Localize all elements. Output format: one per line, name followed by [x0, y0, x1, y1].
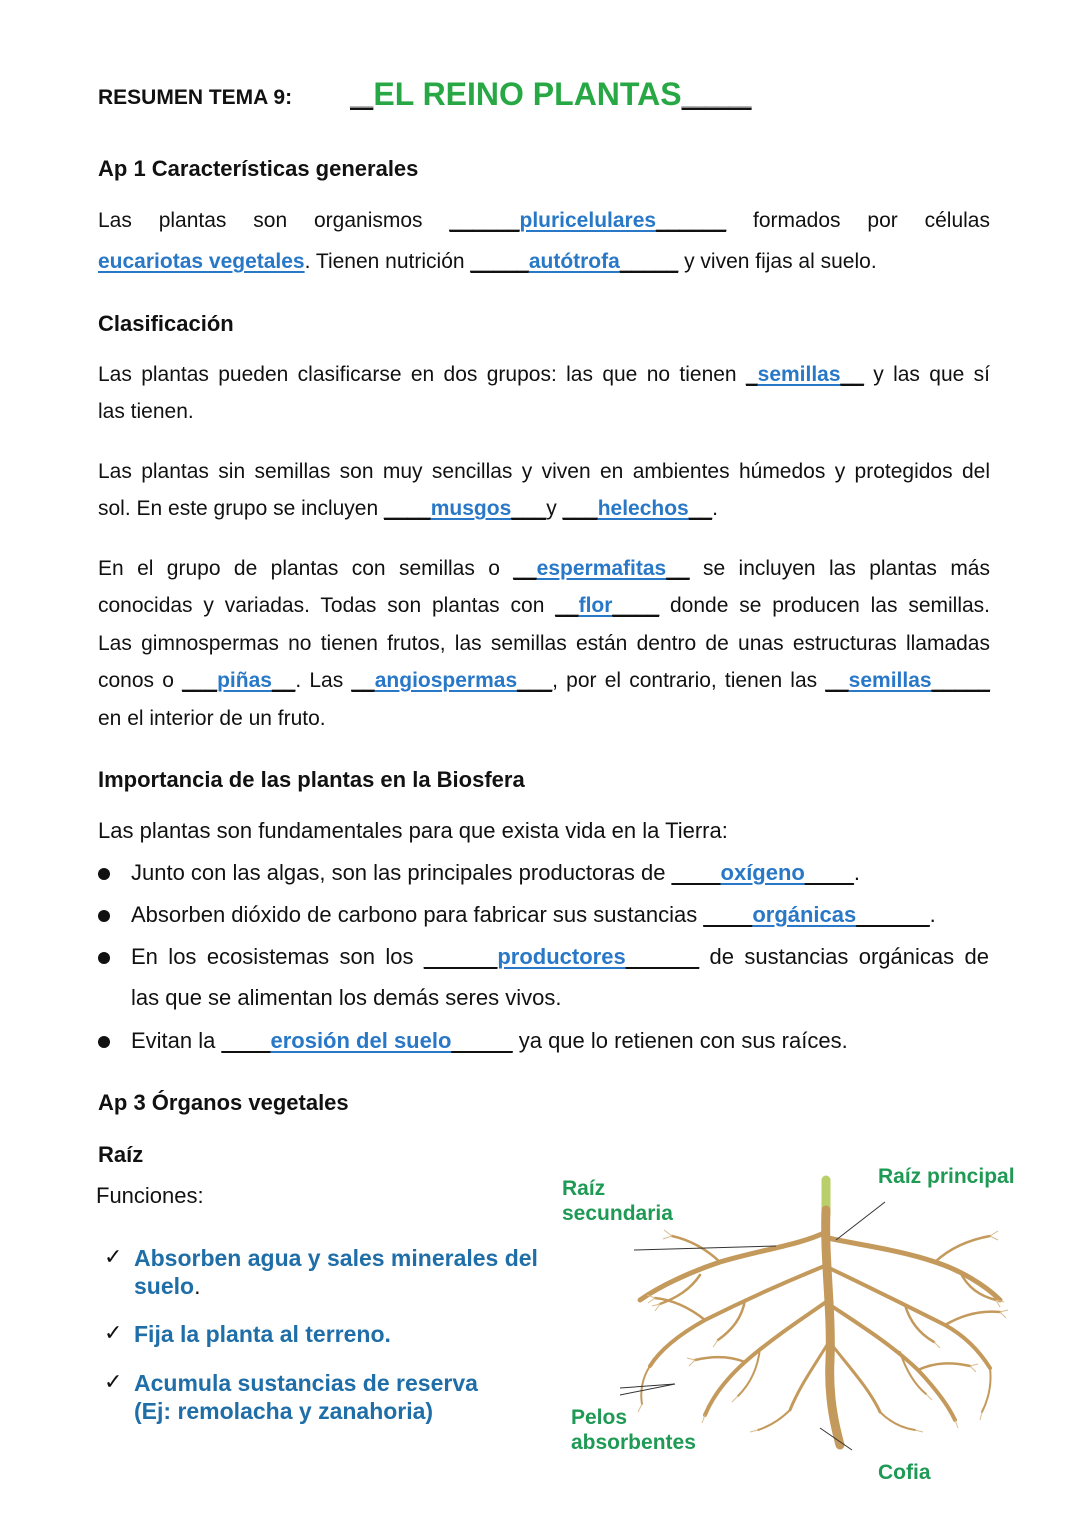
label-line: secundaria: [562, 1202, 673, 1225]
label-pelos-absorbentes: [571, 1405, 696, 1455]
clas-p3-line1: [98, 557, 990, 581]
clas-p3-line5: en el interior de un fruto.: [98, 707, 326, 730]
funcion-1-line1: Absorben agua y sales minerales del: [134, 1245, 538, 1271]
answer-eucariotas: eucariotas vegetales: [98, 250, 305, 273]
answer-oxigeno: oxígeno: [720, 860, 805, 885]
answer-espermafitas: espermafitas: [536, 557, 667, 580]
blank: ____: [612, 594, 660, 617]
clas-p1-line2: las tienen.: [98, 400, 194, 423]
blank: __: [350, 87, 374, 110]
blank: ____: [703, 902, 753, 927]
label-line: absorbentes: [571, 1431, 696, 1454]
answer-field: [182, 669, 343, 692]
text: y: [546, 497, 557, 520]
title-topic: [350, 76, 752, 113]
page-title: [98, 76, 998, 120]
blank: ___: [517, 669, 553, 692]
text: y viven fijas al suelo.: [684, 250, 877, 273]
text: Evitan la: [131, 1028, 216, 1053]
clas-p3-line3: Las gimnospermas no tienen frutos, las semillas están dentro de unas estructuras llamadas: [98, 632, 990, 655]
answer-organicas: orgánicas: [752, 902, 857, 927]
ap1-line2: [98, 250, 877, 274]
blank: __: [555, 594, 579, 617]
bullet-dot: [98, 1036, 110, 1048]
text: .: [712, 497, 718, 520]
topic-text: EL REINO PLANTAS: [373, 76, 682, 112]
answer-field: [555, 594, 659, 617]
answer-field: [424, 944, 699, 969]
text: .: [929, 902, 936, 927]
text: conocidas y variadas. Todas son plantas con: [98, 594, 545, 617]
text: Las plantas pueden clasificarse en dos grupos: las que no tienen: [98, 363, 737, 386]
text: . Las: [295, 669, 344, 692]
answer-field: [351, 669, 817, 692]
funcion-3-line1: Acumula sustancias de reserva: [134, 1370, 478, 1396]
text: conos o: [98, 669, 174, 692]
blank: _: [745, 363, 758, 386]
answer-flor: flor: [578, 594, 613, 617]
blank: ____: [384, 497, 431, 520]
importancia-intro: Las plantas son fundamentales para que exista vida en la Tierra:: [98, 818, 728, 843]
blank: __: [271, 669, 296, 692]
title-lead: RESUMEN TEMA 9:: [98, 86, 293, 109]
clas-p3-line4: [98, 669, 990, 693]
blank: ___: [182, 669, 218, 692]
funcion-3-line2: (Ej: remolacha y zanahoria): [134, 1398, 434, 1424]
blank: ______: [625, 944, 700, 969]
text: se incluyen las plantas más: [702, 557, 990, 580]
answer-field: [746, 363, 864, 386]
blank: __: [688, 497, 713, 520]
label-raiz-principal: Raíz principal: [878, 1165, 1015, 1188]
text: , por el contrario, tienen las: [552, 669, 818, 692]
clas-p2-line1: Las plantas sin semillas son muy sencillas y viven en ambientes húmedos y protegidos del: [98, 460, 990, 483]
answer-field: [449, 209, 726, 232]
text: y las que sí: [873, 363, 990, 386]
answer-autotrofa: autótrofa: [528, 250, 620, 273]
text: En el grupo de plantas con semillas o: [98, 557, 500, 580]
ap1-line1: [98, 209, 990, 233]
text: sol. En este grupo se incluyen: [98, 497, 379, 520]
check-icon: ✓: [104, 1320, 123, 1345]
leader-raiz-principal: [836, 1202, 885, 1240]
text: En los ecosistemas son los: [131, 944, 414, 969]
funcion-1: [134, 1244, 538, 1300]
clas-p2-line2: [98, 497, 718, 521]
text: ya que lo retienen con sus raíces.: [518, 1028, 848, 1053]
text: Absorben dióxido de carbono para fabricar sus sustancias: [131, 902, 698, 927]
funciones-label: Funciones:: [96, 1183, 204, 1208]
funcion-3: [134, 1369, 478, 1425]
clas-p3-line2: [98, 594, 990, 618]
ap3-heading: Ap 3 Órganos vegetales: [98, 1090, 349, 1115]
ap1-heading: Ap 1 Características generales: [98, 156, 419, 181]
bullet-dot: [98, 910, 110, 922]
check-icon: ✓: [104, 1369, 123, 1394]
text: de sustancias orgánicas de: [709, 944, 989, 969]
text: .: [853, 860, 860, 885]
label-raiz-secundaria: [562, 1176, 673, 1226]
answer-pinas: piñas: [217, 669, 272, 692]
importancia-bullet-2: [131, 902, 936, 928]
importancia-bullet-4: [131, 1028, 848, 1054]
blank: ______: [856, 902, 930, 927]
answer-pluricelulares: pluricelulares: [519, 209, 657, 232]
importancia-bullet-3: [131, 944, 989, 970]
blank: ___: [562, 497, 598, 520]
text: donde se producen las semillas.: [669, 594, 990, 617]
raiz-heading: Raíz: [98, 1142, 144, 1167]
leader-pelos: [620, 1384, 675, 1395]
blank: __: [666, 557, 690, 580]
clas-p1-line1: [98, 363, 990, 387]
blank: __: [351, 669, 375, 692]
text: . Tienen nutrición: [304, 250, 465, 273]
blank: ___: [511, 497, 547, 520]
blank: _____: [451, 1028, 513, 1053]
blank: ______: [656, 209, 727, 232]
answer-semillas-2: semillas: [848, 669, 932, 692]
importancia-heading: Importancia de las plantas en la Biosfera: [98, 767, 525, 792]
text: suelo: [134, 1273, 195, 1299]
text: formados por células: [753, 209, 990, 232]
blank: _____: [619, 250, 679, 273]
blank: ____: [221, 1028, 271, 1053]
check-icon: ✓: [104, 1244, 123, 1269]
label-cofia: Cofia: [878, 1461, 931, 1484]
answer-erosion: erosión del suelo: [270, 1028, 452, 1053]
importancia-bullet-3-cont: las que se alimentan los demás seres vivos.: [131, 985, 562, 1010]
answer-field: [513, 557, 689, 580]
answer-field: [825, 669, 990, 692]
clasificacion-heading: Clasificación: [98, 311, 234, 336]
funcion-1-line2: [134, 1272, 538, 1300]
blank: _____: [931, 669, 990, 692]
blank: ______: [681, 87, 752, 110]
text: Las plantas son organismos: [98, 209, 423, 232]
blank: ______: [423, 944, 498, 969]
answer-productores: productores: [497, 944, 626, 969]
bullet-dot: [98, 868, 110, 880]
funcion-2: Fija la planta al terreno.: [134, 1321, 391, 1347]
blank: __: [840, 363, 864, 386]
blank: __: [513, 557, 537, 580]
text: .: [194, 1273, 201, 1299]
answer-musgos: musgos: [430, 497, 512, 520]
answer-angiospermas: angiospermas: [374, 669, 518, 692]
blank: ____: [671, 860, 721, 885]
label-line: Raíz: [562, 1177, 606, 1200]
blank: _____: [470, 250, 529, 273]
label-line: Pelos: [571, 1406, 628, 1429]
text: Junto con las algas, son las principales productoras de: [131, 860, 666, 885]
blank: ______: [449, 209, 520, 232]
bullet-dot: [98, 952, 110, 964]
answer-helechos: helechos: [597, 497, 689, 520]
blank: __: [825, 669, 849, 692]
blank: ____: [804, 860, 854, 885]
importancia-bullet-1: [131, 860, 860, 886]
answer-semillas: semillas: [757, 363, 841, 386]
